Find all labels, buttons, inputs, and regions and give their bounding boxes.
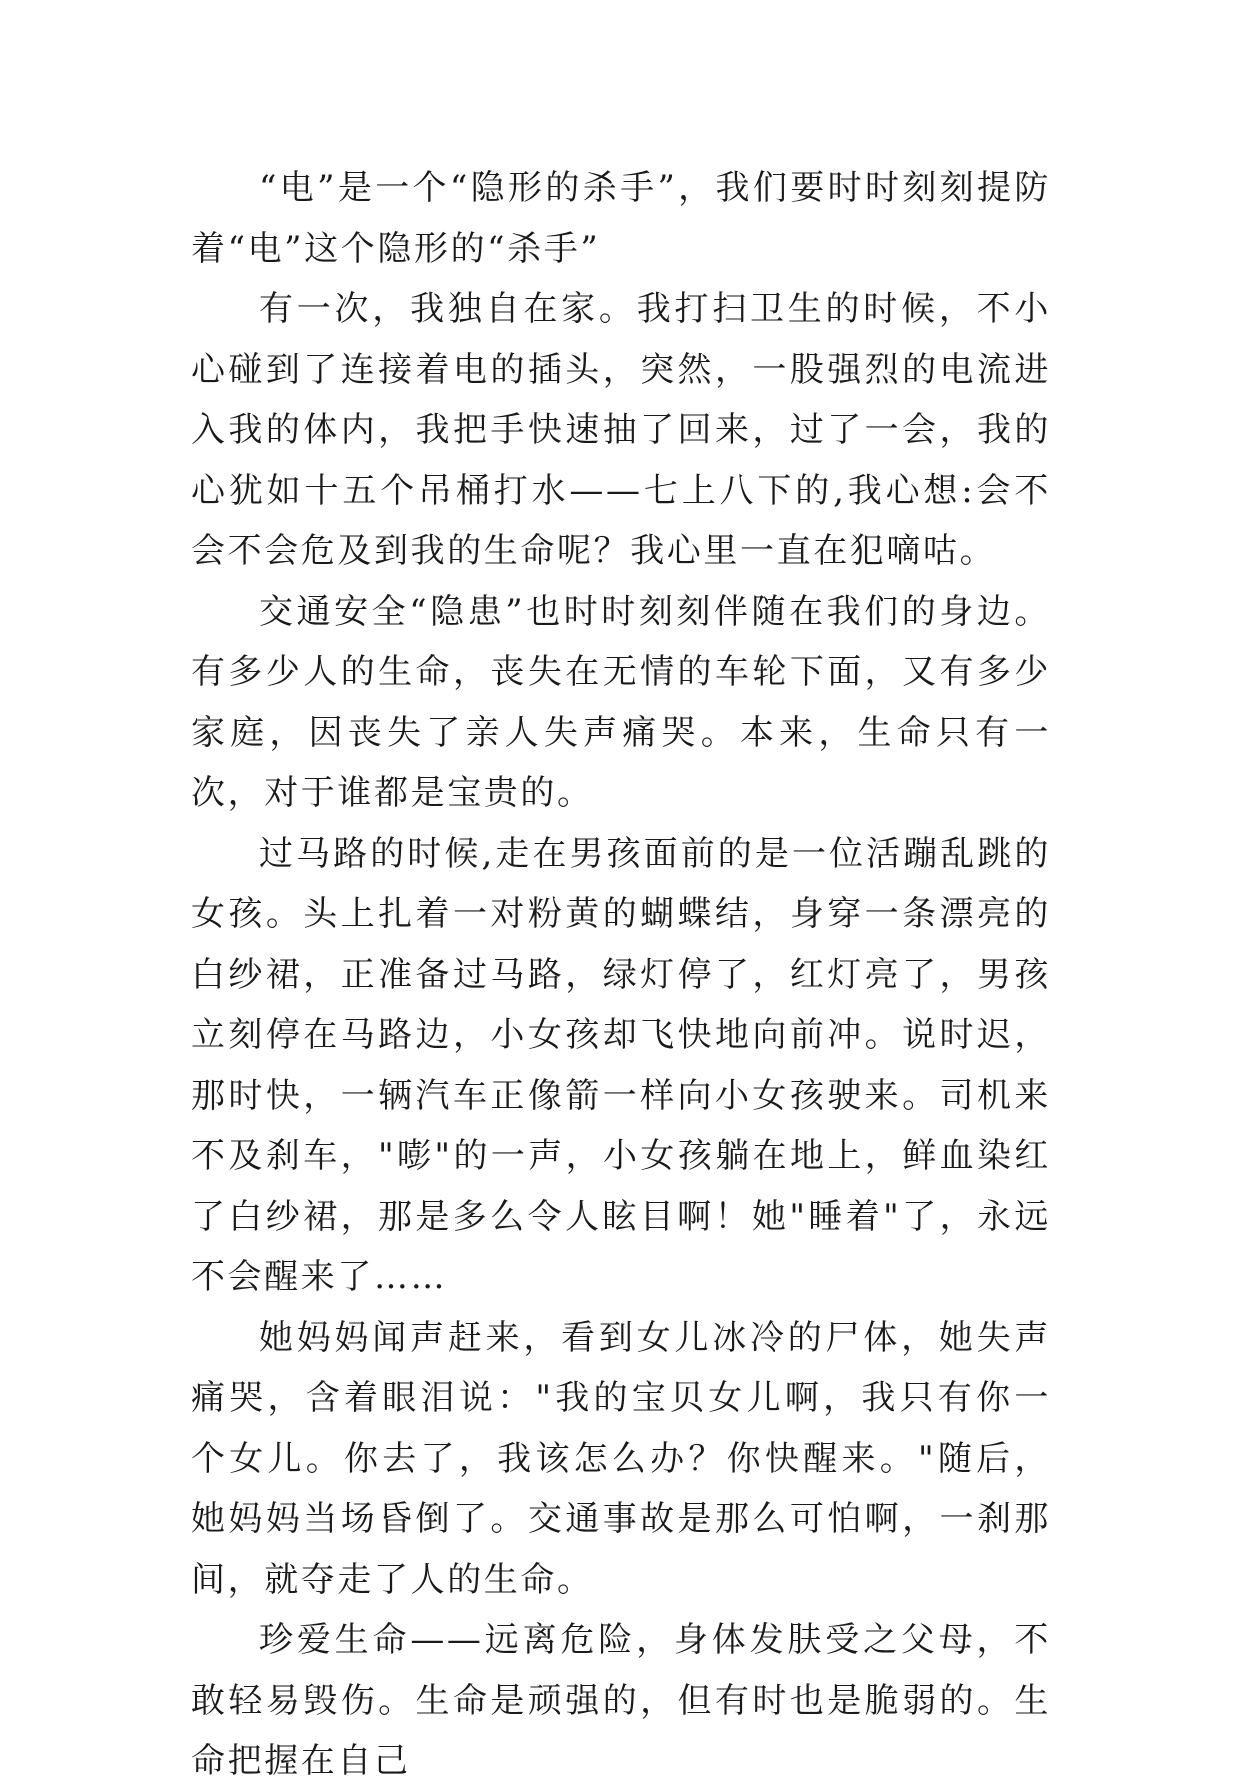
paragraph-traffic-safety: 交通安全“隐患”也时时刻刻伴随在我们的身边。有多少人的生命，丧失在无情的车轮下面，又有多少家庭，因丧失了亲人失声痛哭。本来，生命只有一次，对于谁都是宝贵的。 <box>191 591 1051 813</box>
paragraph-cherish-life: 珍爱生命——远离危险，身体发肤受之父母，不敢轻易毁伤。生命是顽强的，但有时也是脆弱的。生命把握在自己 <box>191 1620 1051 1781</box>
paragraph-electric-shock-story: 有一次，我独自在家。我打扫卫生的时候，不小心碰到了连接着电的插头，突然，一股强烈的电流进入我的体内，我把手快速抽了回来，过了一会，我的心犹如十五个吊桶打水——七上八下的,我心想:会不会不会危及到我的生命呢？我心里一直在犯嘀咕。 <box>191 289 1051 571</box>
paragraph-road-accident: 过马路的时候,走在男孩面前的是一位活蹦乱跳的女孩。头上扎着一对粉黄的蝴蝶结，身穿一条漂亮的白纱裙，正准备过马路，绿灯停了，红灯亮了，男孩立刻停在马路边，小女孩却飞快地向前冲。说时迟，那时快，一辆汽车正像箭一样向小女孩驶来。司机来不及刹车，"嘭"的一声，小女孩躺在地上，鲜血染红了白纱裙，那是多么令人眩目啊！她"睡着"了，永远不会醒来了…… <box>191 833 1051 1297</box>
document-body <box>191 158 1051 1792</box>
paragraph-mother-grief: 她妈妈闻声赶来，看到女儿冰冷的尸体，她失声痛哭，含着眼泪说："我的宝贝女儿啊，我只有你一个女儿。你去了，我该怎么办？你快醒来。"随后，她妈妈当场昏倒了。交通事故是那么可怕啊，一刹那间，就夺走了人的生命。 <box>191 1317 1051 1600</box>
paragraph-electricity-intro: “电”是一个“隐形的杀手”，我们要时时刻刻提防着“电”这个隐形的“杀手” <box>191 168 1051 269</box>
